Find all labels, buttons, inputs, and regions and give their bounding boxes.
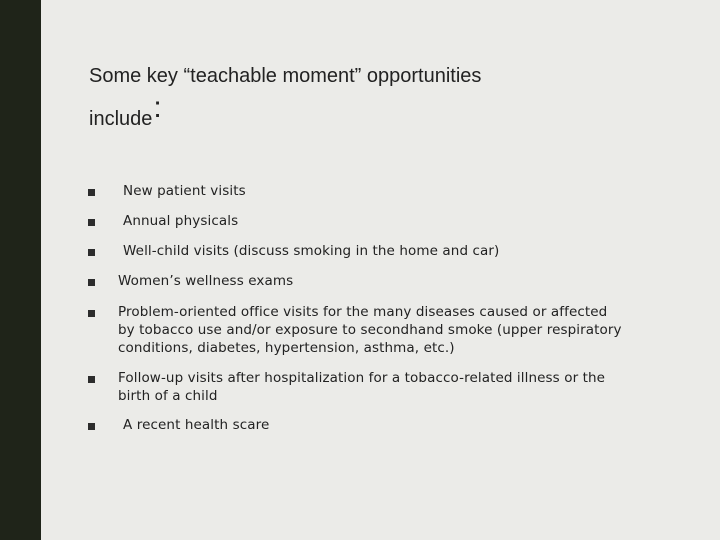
bullet-text: Women’s wellness exams (118, 273, 294, 289)
square-bullet-icon (88, 279, 95, 286)
bullet-text: Follow-up visits after hospitalization for a tobacco-related illness or the birth of a child (118, 370, 606, 404)
slide-title-colon: : (153, 91, 162, 124)
bullet-text: Problem-oriented office visits for the many diseases caused or affected by tobacco use and/or exposure to secondhand smoke (upper respiratory conditions, diabetes, hypertension, asthma, etc.) (118, 304, 622, 356)
square-bullet-icon (88, 249, 95, 256)
bullet-text: New patient visits (123, 183, 246, 199)
slide-title-line2 (89, 91, 162, 139)
bullet-text: Well-child visits (discuss smoking in the home and car) (123, 243, 500, 259)
slide-title-line1: Some key “teachable moment” opportunities (89, 65, 482, 87)
square-bullet-icon (88, 310, 95, 317)
slide-title (89, 62, 649, 90)
slide-title-line2-text: include (89, 108, 153, 130)
square-bullet-icon (88, 189, 95, 196)
square-bullet-icon (88, 219, 95, 226)
bullet-text: A recent health scare (123, 417, 270, 433)
bullet-text: Annual physicals (123, 213, 239, 229)
square-bullet-icon (88, 423, 95, 430)
square-bullet-icon (88, 376, 95, 383)
left-accent-bar (0, 0, 41, 540)
